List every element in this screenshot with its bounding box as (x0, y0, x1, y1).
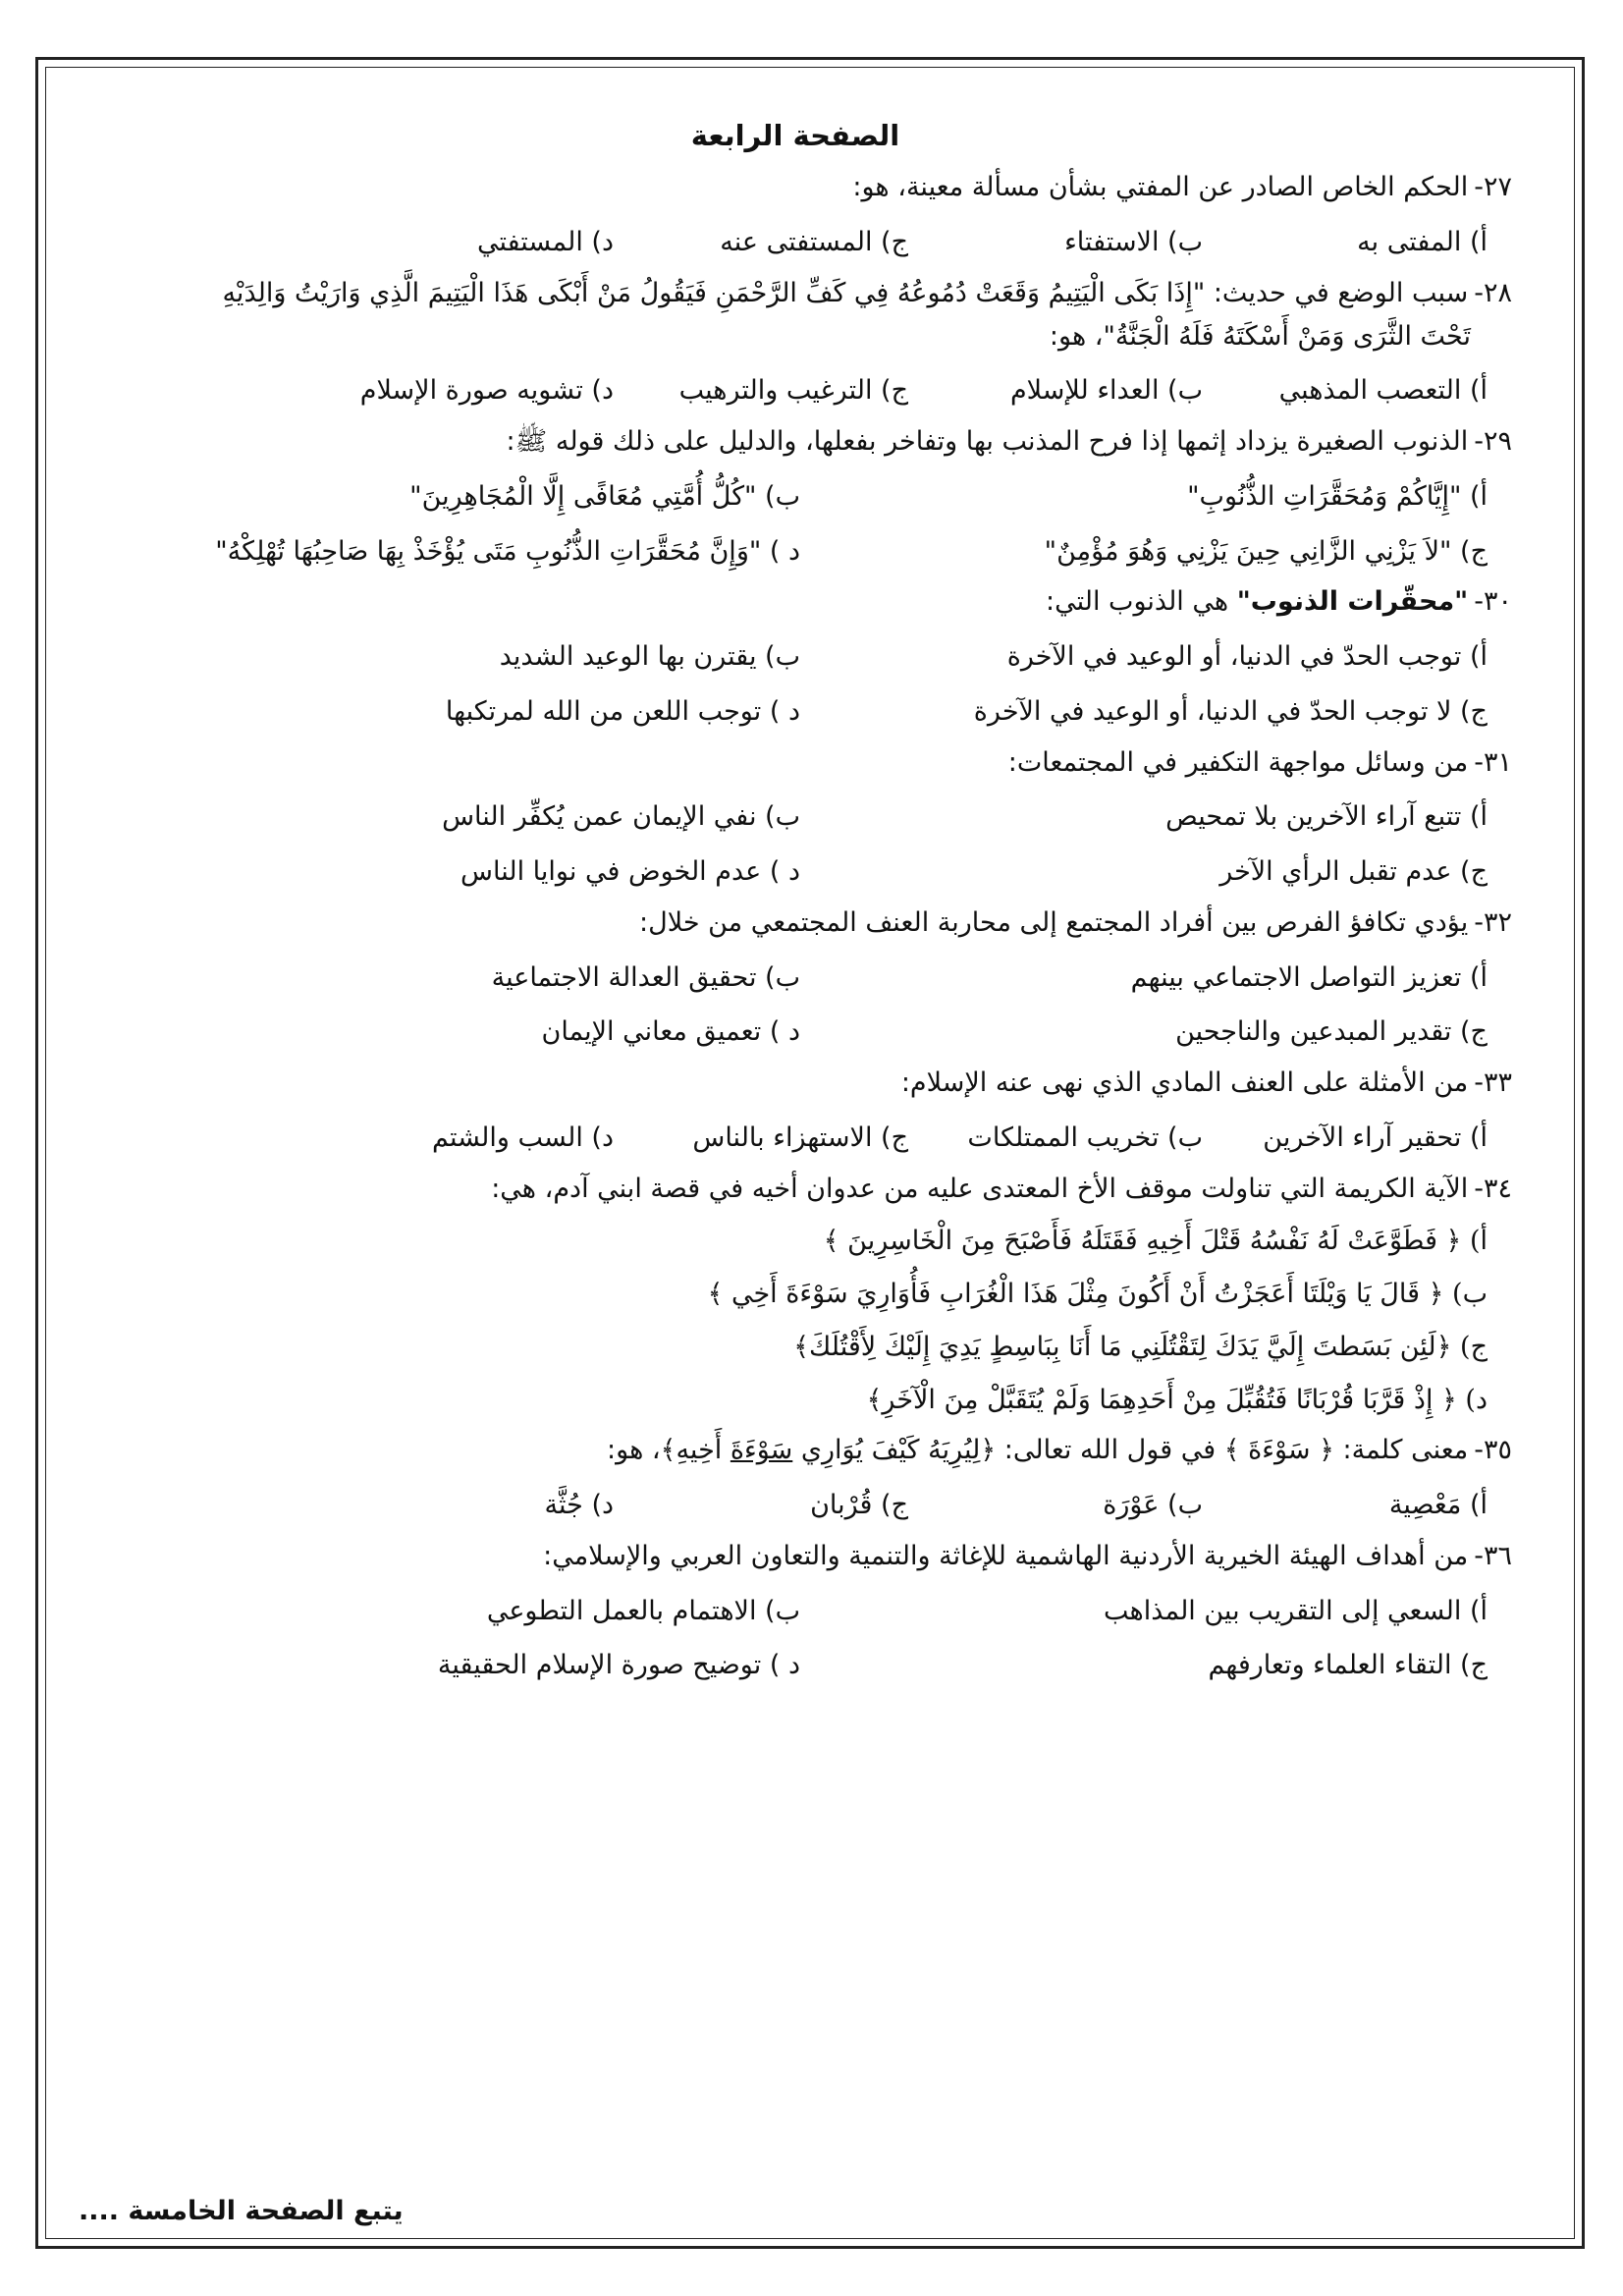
option-c: ج) التقاء العلماء وتعارفهم (1208, 1650, 1488, 1681)
question-text-underlined: سَوْءَةَ (730, 1435, 793, 1466)
options-row (79, 480, 1512, 514)
question-text: من الأمثلة على العنف المادي الذي نهى عنه الإسلام: (900, 1067, 1469, 1098)
question-31: ٣١-من وسائل مواجهة التكفير في المجتمعات: أ) تتبع آراء الآخرين بلا تمحيص ب) نفي الإيمان عمن يُكفِّر الناس ج) عدم تقبل الرأي الآخر د ) عدم الخوض في نوايا الناس (79, 746, 1512, 889)
option-b: ب) عَوْرَة (1103, 1490, 1203, 1520)
options-row (79, 695, 1512, 729)
question-28: ٢٨-سبب الوضع في حديث: "إِذَا بَكَى الْيَتِيمُ وَقَعَتْ دُمُوعُهُ فِي كَفِّ الرَّحْمَنِ فَيَقُولُ مَنْ أَبْكَى هَذَا الْيَتِيمَ الَّذِي وَارَيْتُ وَالِدَيْهِ تَحْتَ الثَّرَى وَمَنْ أَسْكَتَهُ فَلَهُ الْجَنَّةُ"، هو: أ) التعصب المذهبي ب) العداء للإسلام ج) الترغيب والترهيب د) تشويه صورة الإسلام (79, 277, 1512, 408)
question-30: ٣٠-"محقّرات الذنوب" هي الذنوب التي: أ) توجب الحدّ في الدنيا، أو الوعيد في الآخرة ب) يقترن بها الوعيد الشديد ج) لا توجب الحدّ في الدنيا، أو الوعيد في الآخرة د ) توجب اللعن من الله لمرتكبها (79, 585, 1512, 728)
option-c: ج) تقدير المبدعين والناجحين (1175, 1016, 1488, 1048)
question-text: الذنوب الصغيرة يزداد إثمها إذا فرح المذنب بها وتفاخر بفعلها، والدليل على ذلك قوله ﷺ: (506, 426, 1469, 457)
option-c: ج) المستفتى عنه (720, 227, 908, 257)
option-d: د ) عدم الخوض في نوايا الناس (460, 856, 800, 887)
page-title: الصفحة الرابعة (690, 119, 900, 152)
question-29: ٢٩-الذنوب الصغيرة يزداد إثمها إذا فرح المذنب بها وتفاخر بفعلها، والدليل على ذلك قوله ﷺ: أ) "إِيَّاكُمْ وَمُحَقَّرَاتِ الذُّنُوبِ" ب) "كُلُّ أُمَّتِي مُعَافًى إِلَّا الْمُجَاهِرِينَ" ج) "لاَ يَزْنِي الزَّانِي حِينَ يَزْنِي وَهُوَ مُؤْمِنٌ" د ) "وَإِنَّ مُحَقَّرَاتِ الذُّنُوبِ مَتَى يُؤْخَذْ بِهَا صَاحِبُهَا تُهْلِكْهُ" (79, 425, 1512, 568)
options-row (79, 535, 1512, 569)
option-c: ج) عدم تقبل الرأي الآخر (1219, 856, 1488, 887)
option-c: ج) "لاَ يَزْنِي الزَّانِي حِينَ يَزْنِي وَهُوَ مُؤْمِنٌ" (1044, 535, 1488, 567)
option-b: ب) الاهتمام بالعمل التطوعي (486, 1595, 800, 1626)
question-text: سبب الوضع في حديث: "إِذَا بَكَى الْيَتِيمُ وَقَعَتْ دُمُوعُهُ فِي كَفِّ الرَّحْمَنِ فَيَقُولُ مَنْ أَبْكَى هَذَا الْيَتِيمَ الَّذِي وَارَيْتُ وَالِدَيْهِ (222, 277, 1469, 308)
option-a: أ) توجب الحدّ في الدنيا، أو الوعيد في الآخرة (1006, 641, 1488, 672)
option-d: د ) توضيح صورة الإسلام الحقيقية (437, 1650, 800, 1681)
question-text-bold: "محقّرات الذنوب" (1236, 586, 1469, 618)
option-c: ج) الترغيب والترهيب (678, 375, 908, 407)
option-c: ج) لا توجب الحدّ في الدنيا، أو الوعيد في الآخرة (973, 695, 1488, 727)
option-b: ب) الاستفتاء (1064, 227, 1203, 257)
footer-text: يتبع الصفحة الخامسة .... (79, 2196, 404, 2226)
option-b: ب) ﴿ قَالَ يَا وَيْلَتَا أَعَجَزْتُ أَنْ أَكُونَ مِثْلَ هَذَا الْغُرَابِ فَأُوَارِيَ سَوْءَةَ أَخِي ﴾ (707, 1279, 1488, 1309)
option-d: د) المستفتي (476, 227, 614, 257)
question-text: من وسائل مواجهة التكفير في المجتمعات: (1007, 746, 1469, 778)
question-text: الحكم الخاص الصادر عن المفتي بشأن مسألة معينة، هو: (852, 172, 1469, 203)
options-row (79, 1595, 1512, 1628)
question-text-continued: تَحْتَ الثَّرَى وَمَنْ أَسْكَتَهُ فَلَهُ الْجَنَّةُ"، هو: (1049, 320, 1471, 352)
option-b: ب) يقترن بها الوعيد الشديد (499, 641, 800, 672)
option-c: ج) الاستهزاء بالناس (692, 1121, 908, 1153)
question-text: معنى كلمة: ﴿ سَوْءَةَ ﴾ في قول الله تعالى: ﴿لِيُرِيَهُ كَيْفَ يُوَارِي (792, 1435, 1469, 1466)
question-27: ٢٧-الحكم الخاص الصادر عن المفتي بشأن مسألة معينة، هو: أ) المفتى به ب) الاستفتاء ج) المستفتى عنه د) المستفتي (79, 171, 1512, 259)
footer-continue-note (79, 2196, 1512, 2226)
option-d: د) تشويه صورة الإسلام (359, 375, 614, 407)
options-row (79, 640, 1512, 674)
question-text: الآية الكريمة التي تناولت موقف الأخ المعتدى عليه من عدوان أخيه في قصة ابني آدم، هي: (491, 1173, 1469, 1204)
option-d: د) ﴿ إِذْ قَرَّبَا قُرْبَانًا فَتُقُبِّلَ مِنْ أَحَدِهِمَا وَلَمْ يُتَقَبَّلْ مِنَ الْآخَرِ﴾ (866, 1384, 1488, 1415)
option-a: أ) "إِيَّاكُمْ وَمُحَقَّرَاتِ الذُّنُوبِ" (1187, 480, 1488, 512)
question-32: ٣٢-يؤدي تكافؤ الفرص بين أفراد المجتمع إلى محاربة العنف المجتمعي من خلال: أ) تعزيز التواصل الاجتماعي بينهم ب) تحقيق العدالة الاجتماعية ج) تقدير المبدعين والناجحين د ) تعميق معاني الإيمان (79, 906, 1512, 1049)
option-c: ج) قُرْبان (810, 1490, 908, 1520)
option-d: د ) تعميق معاني الإيمان (541, 1016, 800, 1048)
question-36: ٣٦-من أهداف الهيئة الخيرية الأردنية الهاشمية للإغاثة والتنمية والتعاون العربي والإسلامي: أ) السعي إلى التقريب بين المذاهب ب) الاهتمام بالعمل التطوعي ج) التقاء العلماء وتعارفهم د ) توضيح صورة الإسلام الحقيقية (79, 1540, 1512, 1682)
option-d: د) السب والشتم (431, 1121, 614, 1153)
option-a: أ) المفتى به (1357, 227, 1488, 257)
options-row (79, 1489, 1512, 1522)
question-text: من أهداف الهيئة الخيرية الأردنية الهاشمية للإغاثة والتنمية والتعاون العربي والإسلامي: (543, 1540, 1469, 1571)
option-a: أ) تحقير آراء الآخرين (1263, 1121, 1488, 1153)
question-text: يؤدي تكافؤ الفرص بين أفراد المجتمع إلى محاربة العنف المجتمعي من خلال: (639, 906, 1469, 938)
option-b: ب) تخريب الممتلكات (967, 1121, 1203, 1153)
option-a: أ) مَعْصِية (1388, 1490, 1488, 1520)
options-row (79, 800, 1512, 834)
option-b: ب) تحقيق العدالة الاجتماعية (491, 961, 800, 993)
option-a: أ) تتبع آراء الآخرين بلا تمحيص (1165, 801, 1488, 833)
options-row (79, 1649, 1512, 1682)
options-row (79, 226, 1512, 259)
options-row (79, 855, 1512, 889)
option-d: د ) "وَإِنَّ مُحَقَّرَاتِ الذُّنُوبِ مَتَى يُؤْخَذْ بِهَا صَاحِبُهَا تُهْلِكْهُ" (215, 535, 800, 567)
option-b: ب) "كُلُّ أُمَّتِي مُعَافًى إِلَّا الْمُجَاهِرِينَ" (409, 480, 800, 512)
options-row (79, 961, 1512, 995)
options-row (79, 374, 1512, 408)
option-b: ب) نفي الإيمان عمن يُكفِّر الناس (442, 801, 800, 833)
question-text-end: أَخِيهِ﴾، هو: (607, 1435, 730, 1466)
option-b: ب) العداء للإسلام (1009, 375, 1203, 407)
options-row (79, 1121, 1512, 1155)
question-text: هي الذنوب التي: (1045, 586, 1237, 618)
question-35: ٣٥-معنى كلمة: ﴿ سَوْءَةَ ﴾ في قول الله تعالى: ﴿لِيُرِيَهُ كَيْفَ يُوَارِي سَوْءَةَ أَخِيهِ﴾، هو: أ) مَعْصِية ب) عَوْرَة ج) قُرْبان د) جُثَّة (79, 1434, 1512, 1522)
question-34: ٣٤-الآية الكريمة التي تناولت موقف الأخ المعتدى عليه من عدوان أخيه في قصة ابني آدم، هي: أ) ﴿ فَطَوَّعَتْ لَهُ نَفْسُهُ قَتْلَ أَخِيهِ فَقَتَلَهُ فَأَصْبَحَ مِنَ الْخَاسِرِينَ ﴾ ب) ﴿ قَالَ يَا وَيْلَتَا أَعَجَزْتُ أَنْ أَكُونَ مِثْلَ هَذَا الْغُرَابِ فَأُوَارِيَ سَوْءَةَ أَخِي ﴾ ج) ﴿لَئِن بَسَطتَ إِلَيَّ يَدَكَ لِتَقْتُلَنِي مَا أَنَا بِبَاسِطٍ يَدِيَ إِلَيْكَ لِأَقْتُلَكَ﴾ د) ﴿ إِذْ قَرَّبَا قُرْبَانًا فَتُقُبِّلَ مِنْ أَحَدِهِمَا وَلَمْ يُتَقَبَّلْ مِنَ الْآخَرِ﴾ (79, 1173, 1512, 1417)
exam-page (79, 118, 1512, 1700)
option-d: د) جُثَّة (544, 1490, 614, 1520)
question-33: ٣٣-من الأمثلة على العنف المادي الذي نهى عنه الإسلام: أ) تحقير آراء الآخرين ب) تخريب الممتلكات ج) الاستهزاء بالناس د) السب والشتم (79, 1066, 1512, 1155)
option-a: أ) التعصب المذهبي (1278, 375, 1488, 407)
option-c: ج) ﴿لَئِن بَسَطتَ إِلَيَّ يَدَكَ لِتَقْتُلَنِي مَا أَنَا بِبَاسِطٍ يَدِيَ إِلَيْكَ لِأَقْتُلَكَ﴾ (793, 1331, 1488, 1362)
option-a: أ) السعي إلى التقريب بين المذاهب (1104, 1595, 1488, 1626)
option-a: أ) ﴿ فَطَوَّعَتْ لَهُ نَفْسُهُ قَتْلَ أَخِيهِ فَقَتَلَهُ فَأَصْبَحَ مِنَ الْخَاسِرِينَ ﴾ (823, 1226, 1488, 1257)
option-d: د ) توجب اللعن من الله لمرتكبها (445, 695, 800, 727)
options-row (79, 1015, 1512, 1049)
option-a: أ) تعزيز التواصل الاجتماعي بينهم (1130, 961, 1488, 993)
